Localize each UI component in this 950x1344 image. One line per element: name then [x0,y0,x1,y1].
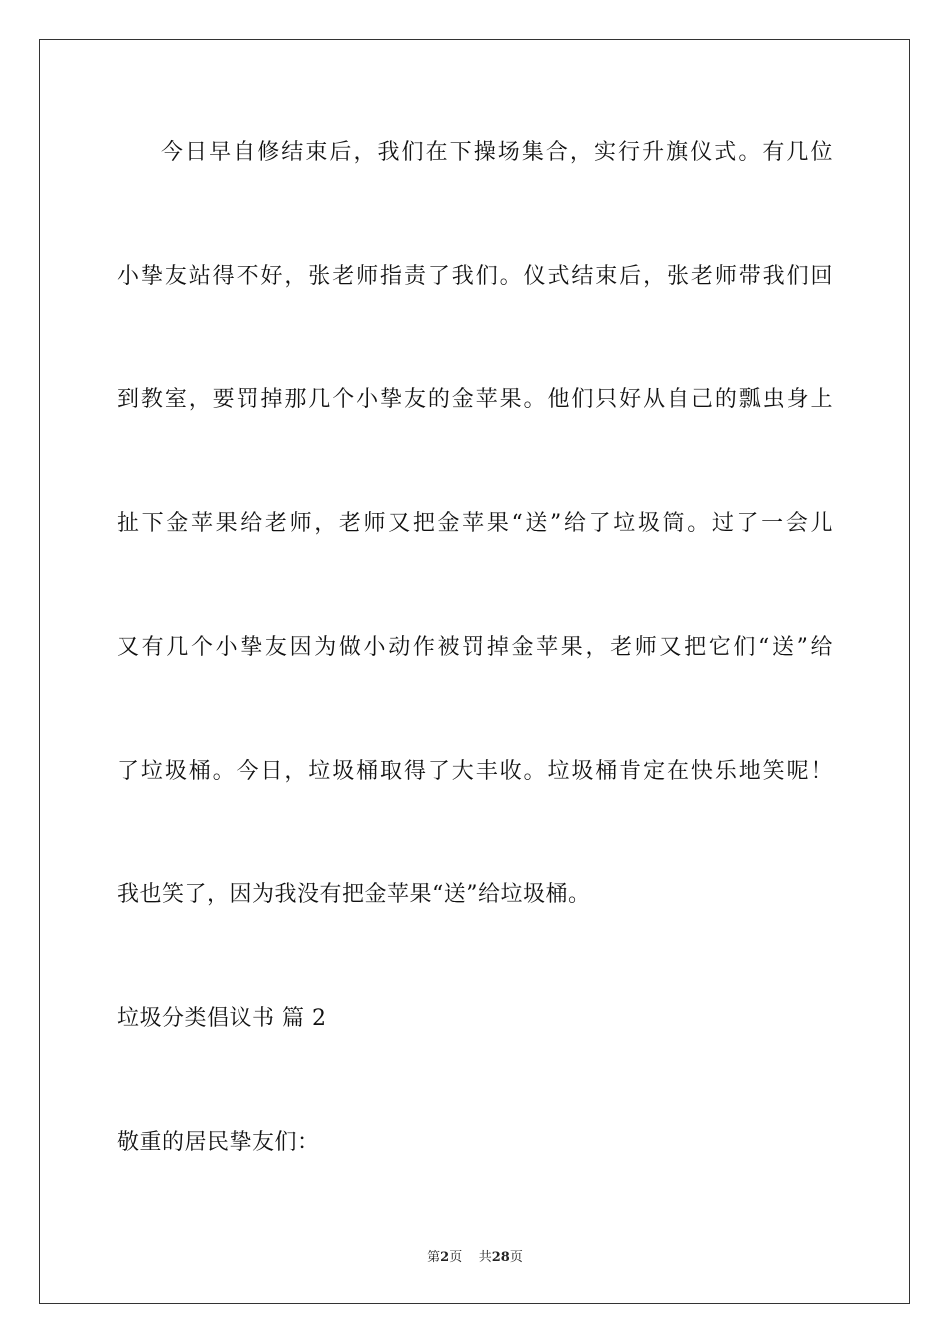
paragraph-line: 扯下金苹果给老师，老师又把金苹果“送”给了垃圾筒。过了一会儿 [117,511,833,536]
paragraph-line: 我也笑了，因为我没有把金苹果“送”给垃圾桶。 [117,882,591,907]
paragraph-line: 小挚友站得不好，张老师指责了我们。仪式结束后，张老师带我们回 [117,264,833,289]
page-prefix: 第 [427,1250,441,1265]
total-suffix: 页 [509,1250,523,1265]
paragraph-line: 今日早自修结束后，我们在下操场集合，实行升旗仪式。有几位 [161,140,833,165]
paragraph-line: 到教室，要罚掉那几个小挚友的金苹果。他们只好从自己的瓢虫身上 [117,387,833,412]
total-prefix: 共 [478,1250,492,1265]
section-heading: 垃圾分类倡议书 篇 2 [117,1006,327,1031]
page-suffix: 页 [449,1250,463,1265]
page-total: 28 [491,1250,510,1265]
page-border [39,39,910,1304]
page-current: 2 [440,1250,450,1265]
page-footer [0,1246,950,1265]
paragraph-line: 又有几个小挚友因为做小动作被罚掉金苹果，老师又把它们“送”给 [117,635,833,660]
paragraph-line: 了垃圾桶。今日，垃圾桶取得了大丰收。垃圾桶肯定在快乐地笑呢！ [117,759,833,784]
salutation: 敬重的居民挚友们： [117,1130,320,1155]
